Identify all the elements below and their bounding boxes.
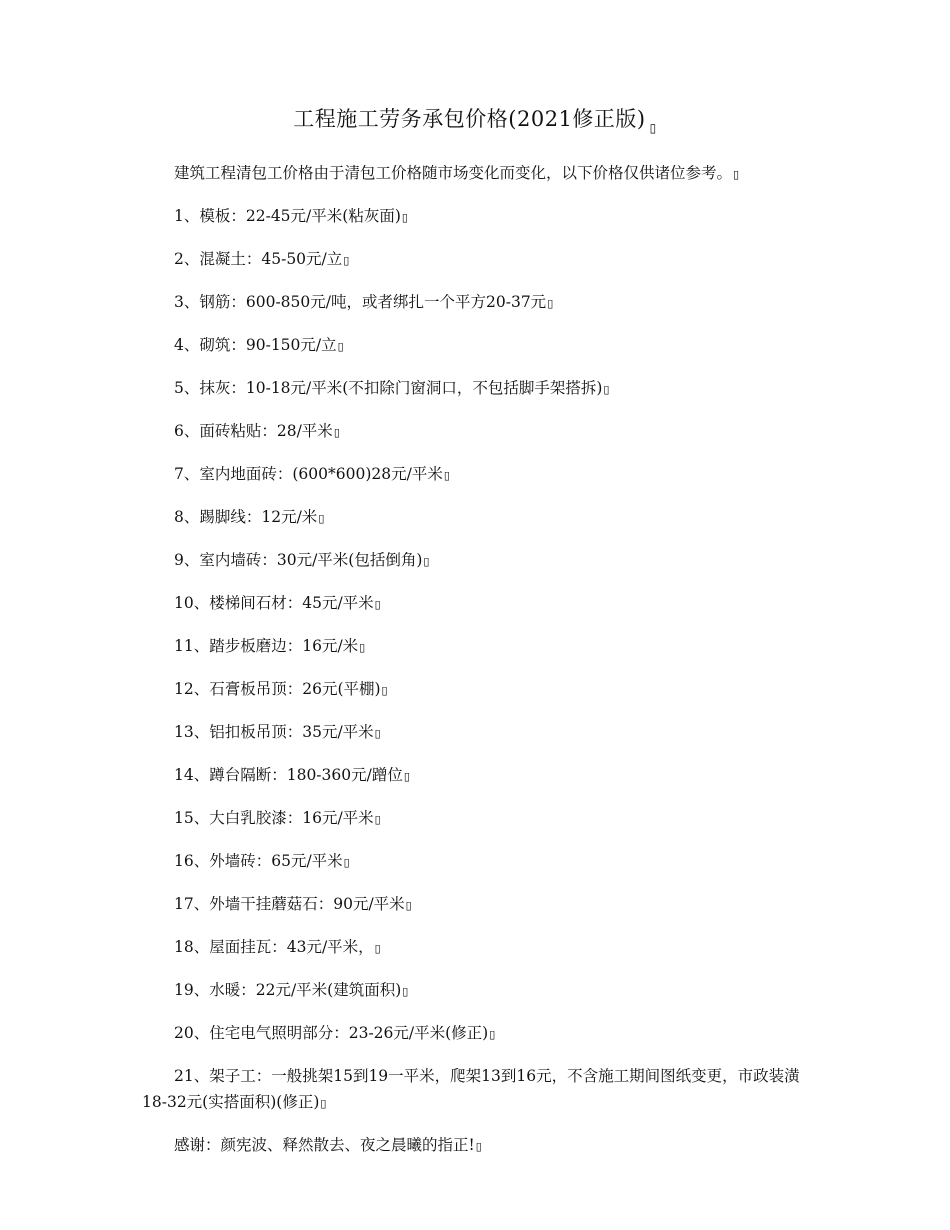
price-item-text: 21、架子工：一般挑架15到19一平米，爬架13到16元，不含施工期间图纸变更，市政装潢18-32元(实搭面积)(修正) [142, 1067, 800, 1111]
price-item-text: 9、室内墙砖：30元/平米(包括倒角) [174, 551, 423, 569]
price-item-text: 17、外墙干挂蘑菇石：90元/平米 [174, 895, 405, 913]
price-item-text: 10、楼梯间石材：45元/平米 [174, 594, 374, 612]
price-item [142, 805, 822, 833]
price-item [142, 848, 822, 876]
price-item-text: 2、混凝土：45-50元/立 [174, 250, 343, 268]
price-item-text: 16、外墙砖：65元/平米 [174, 852, 343, 870]
intro-text: 建筑工程清包工价格由于清包工价格随市场变化而变化，以下价格仅供诸位参考。 [174, 164, 733, 182]
paragraph-mark: ▯ [443, 469, 450, 482]
paragraph-mark: ▯ [374, 727, 381, 740]
paragraph-mark: ▯ [547, 297, 554, 310]
price-item-text: 7、室内地面砖：(600*600)28元/平米 [174, 465, 443, 483]
title-mark: ▯ [649, 121, 657, 135]
paragraph-mark: ▯ [423, 555, 430, 568]
paragraph-mark: ▯ [403, 770, 410, 783]
price-item-text: 18、屋面挂瓦：43元/平米， [174, 938, 374, 956]
paragraph-mark: ▯ [359, 641, 366, 654]
price-item-text: 1、模板：22-45元/平米(粘灰面) [174, 207, 401, 225]
price-item-text: 19、水暖：22元/平米(建筑面积) [174, 981, 402, 999]
paragraph-mark: ▯ [374, 598, 381, 611]
price-item [142, 375, 822, 403]
paragraph-mark: ▯ [401, 211, 408, 224]
price-item [142, 1063, 822, 1117]
price-item-text: 4、砌筑：90-150元/立 [174, 336, 337, 354]
price-item [142, 676, 822, 704]
paragraph-mark: ▯ [337, 340, 344, 353]
price-item [142, 461, 822, 489]
paragraph-mark: ▯ [405, 899, 412, 912]
document-body [142, 160, 822, 1175]
paragraph-mark: ▯ [475, 1140, 482, 1153]
price-item-text: 12、石膏板吊顶：26元(平棚) [174, 680, 381, 698]
price-item-text: 3、钢筋：600-850元/吨，或者绑扎一个平方20-37元 [174, 293, 547, 311]
paragraph-mark: ▯ [489, 1028, 496, 1041]
paragraph-mark: ▯ [402, 985, 409, 998]
price-item [142, 547, 822, 575]
paragraph-mark: ▯ [343, 254, 350, 267]
price-item-text: 6、面砖粘贴：28/平米 [174, 422, 333, 440]
price-item [142, 1020, 822, 1048]
paragraph-mark: ▯ [320, 1097, 327, 1110]
thanks-paragraph [142, 1132, 822, 1160]
price-item-text: 14、蹲台隔断：180-360元/蹭位 [174, 766, 403, 784]
price-item [142, 934, 822, 962]
price-item-text: 15、大白乳胶漆：16元/平米 [174, 809, 374, 827]
price-item-text: 20、住宅电气照明部分：23-26元/平米(修正) [174, 1024, 489, 1042]
paragraph-mark: ▯ [374, 942, 381, 955]
price-item-text: 11、踏步板磨边：16元/米 [174, 637, 359, 655]
price-item [142, 332, 822, 360]
price-item [142, 977, 822, 1005]
price-item [142, 891, 822, 919]
paragraph-mark: ▯ [733, 168, 740, 181]
paragraph-mark: ▯ [603, 383, 610, 396]
price-item [142, 246, 822, 274]
price-item [142, 590, 822, 618]
price-item-text: 8、踢脚线：12元/米 [174, 508, 318, 526]
price-item [142, 504, 822, 532]
document-title [0, 104, 950, 143]
price-item [142, 289, 822, 317]
price-item [142, 418, 822, 446]
paragraph-mark: ▯ [343, 856, 350, 869]
paragraph-mark: ▯ [318, 512, 325, 525]
price-item [142, 633, 822, 661]
price-item [142, 719, 822, 747]
price-item-text: 13、铝扣板吊顶：35元/平米 [174, 723, 374, 741]
paragraph-mark: ▯ [333, 426, 340, 439]
paragraph-mark: ▯ [381, 684, 388, 697]
paragraph-mark: ▯ [374, 813, 381, 826]
price-item [142, 203, 822, 231]
price-item [142, 762, 822, 790]
price-item-text: 5、抹灰：10-18元/平米(不扣除门窗洞口，不包括脚手架搭拆) [174, 379, 603, 397]
thanks-text: 感谢：颜宪波、释然散去、夜之晨曦的指正! [174, 1136, 475, 1154]
title-text: 工程施工劳务承包价格(2021修正版) [293, 107, 646, 131]
intro-paragraph [142, 160, 822, 188]
